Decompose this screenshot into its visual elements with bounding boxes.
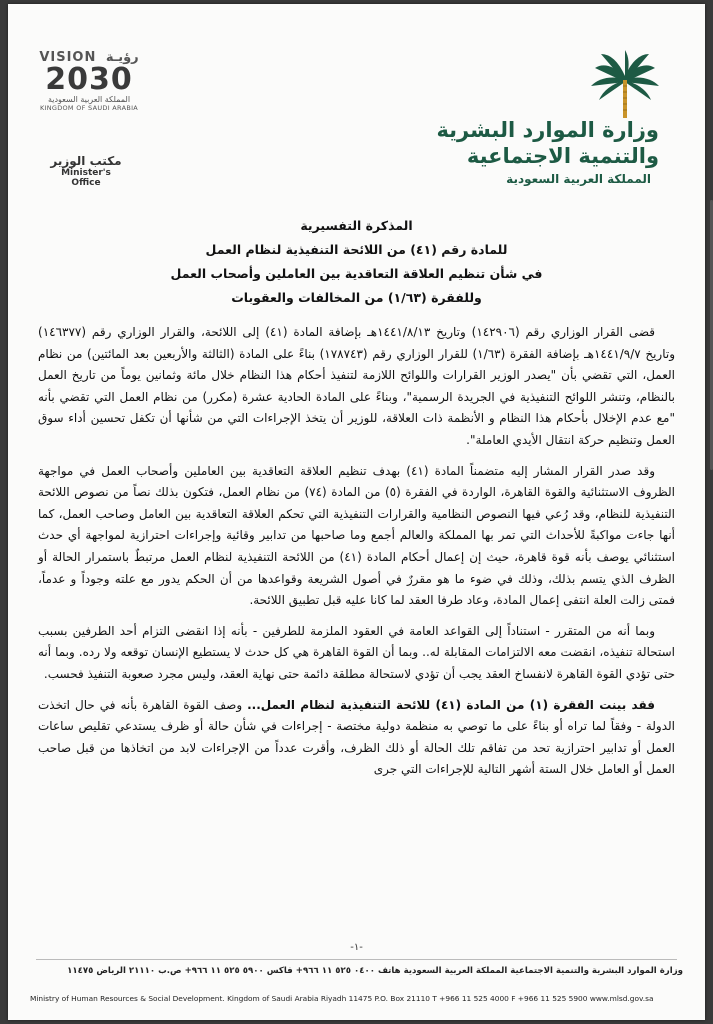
vision-sub-en: KINGDOM OF SAUDI ARABIA: [39, 104, 139, 112]
paragraph-4-text: وصف القوة القاهرة بأنه في حال اتخذت الدولة - وفقاً لما تراه أو بناءً على ما توصي به منظمة دولية مختصة - إجراءات في شأن حالة أو ظرف يستدعي تقليص ساعات العمل أو تدابير احترازية تحد من تفاقم تلك الحالة أو ذلك الظرف، وأقرت عدداً من الإجراءات لابد من اتخاذها من قبل صاحب العمل أو العامل خلال الستة أشهر التالية للإجراءات التي جرى: [38, 697, 675, 777]
title-line-3: في شأن تنظيم العلاقة التعاقدية بين العاملين وأصحاب العمل: [170, 266, 543, 281]
title-line-4: وللفقرة (١/٦٣) من المخالفات والعقوبات: [231, 290, 482, 305]
paragraph-2: وقد صدر القرار المشار إليه متضمناً المادة (٤١) بهدف تنظيم العلاقة التعاقدية بين العاملين وأصحاب العمل في مواجهة الظروف الاستثنائية والقوة القاهرة، الواردة في الفقرة (٥) من المادة (٧٤) من نظام العمل، فتكون بذلك نصاً من نصوص اللائحة التنفيذية للنظام، وقد رُعي فيها النصوص النظامية والقرارات التنفيذية التي تحكم العلاقة التعاقدية بين العامل وصاحب العمل، كما أنها جاءت مواكبةً للأحداث التي تمر بها المملكة والعالم أجمع وما صاحبها من تدابير وقائية وإجراءات احترازية لمواجهة أي حدث استثنائي يوصف بأنه قوة قاهرة، حيث إن إعمال أحكام المادة (٤١) من اللائحة التنفيذية لنظام العمل مرتبطٌ باستمرار الحالة أو الظرف الذي يتسم بذلك، وذلك في ضوء ما هو مقررٌ في أصول الشريعة وقواعدها من أن الحكم يدور مع علته وجوداً و عدماً، فمتى زالت العلة انتفى إعمال المادة، وعاد طرفا العقد لما كانا عليه قبل تطبيق اللائحة.: [38, 463, 675, 608]
ministry-logo: [436, 46, 673, 196]
vision-2030-logo: [34, 50, 144, 112]
document-page: [8, 4, 705, 1020]
ministry-country: المملكة العربية السعودية: [506, 172, 651, 186]
vision-en: VISION: [39, 50, 97, 65]
palm-tree-icon: [587, 46, 663, 120]
office-en: Minister's Office: [61, 168, 111, 188]
footer-arabic: وزارة الموارد البشرية والتنمية الاجتماعية المملكة العربية السعودية هاتف ٠٤٠٠ ٥٢٥ ١١ ٩٦٦+ فاكس ٥٩٠٠ ٥٢٥ ١١ ٩٦٦+ ص.ب ٢١١١٠ الرياض ١١٤٧٥: [67, 966, 683, 976]
ministry-name-line1: وزارة الموارد البشرية: [436, 118, 659, 142]
title-line-1: المذكرة التفسيرية: [300, 218, 413, 233]
ministers-office-label: [46, 154, 126, 188]
office-ar: مكتب الوزير: [50, 154, 122, 168]
vision-year: 2030: [45, 62, 133, 97]
paragraph-1: قضى القرار الوزاري رقم (١٤٢٩٠٦) وتاريخ ١٤٤١/٨/١٣هـ بإضافة المادة (٤١) إلى اللائحة، والقرار الوزاري رقم (١٤٦٣٧٧) وتاريخ ١٤٤١/٩/٧هـ بإضافة الفقرة (١/٦٣) للقرار الوزاري رقم (١٧٨٧٤٣) بناءً على المادة (الثالثة والأربعين بعد المائتين) من نظام العمل، التي تقضي بأن "يصدر الوزير القرارات واللوائح اللازمة لتنفيذ أحكام هذا النظام خلال مائة وثمانين يوماً من تاريخ العمل بالنظام، وتنشر اللوائح التنفيذية في الجريدة الرسمية"، وبناءً على المادة الحادية عشرة (مكرر) من نظام العمل التي تقضي بأنه "مع عدم الإخلال بأحكام هذا النظام و الأنظمة ذات العلاقة، للوزير أن يتخذ الإجراءات التي من شأنها أن تكفل تحسين أداء سوق العمل وتنظيم حركة انتقال الأيدي العاملة".: [38, 325, 675, 447]
paragraph-4-lead: فقد بينت الفقرة (١) من المادة (٤١) للائحة التنفيذية لنظام العمل...: [247, 697, 655, 712]
ministry-name-line2: والتنمية الاجتماعية: [466, 144, 659, 168]
vision-sub-ar: المملكة العربية السعودية: [47, 95, 131, 104]
footer-english: Ministry of Human Resources & Social Development. Kingdom of Saudi Arabia Riyadh 11475 P.O. Box 21110 T +966 11 525 4000 F +966 11 525 5900 www.mlsd.gov.sa: [30, 994, 654, 1003]
memo-body: [38, 322, 675, 790]
page-number: -١-: [350, 942, 363, 953]
paragraph-4: [38, 695, 675, 781]
vision-ar: رؤيـة: [105, 50, 139, 65]
footer-divider: [36, 959, 677, 960]
memo-title: [68, 214, 645, 310]
paragraph-3: وبما أنه من المتقرر - استناداً إلى القواعد العامة في العقود الملزمة للطرفين - بأنه إذا انقضى التزام أحد الطرفين بسبب استحالة تنفيذه، انقضت معه الالتزامات المقابلة له.. وبما أن القوة القاهرة هي كل حدث لا يستطيع الإنسان توقعه ولا رده. وبما أنه حتى تؤدي القوة القاهرة لانفساخ العقد يجب أن تؤدي لاستحالة مطلقة دائمة حتى نهاية العقد، وليس مجرد صعوبة التنفيذ فحسب.: [38, 623, 675, 681]
title-line-2: للمادة رقم (٤١) من اللائحة التنفيذية لنظام العمل: [205, 242, 508, 257]
